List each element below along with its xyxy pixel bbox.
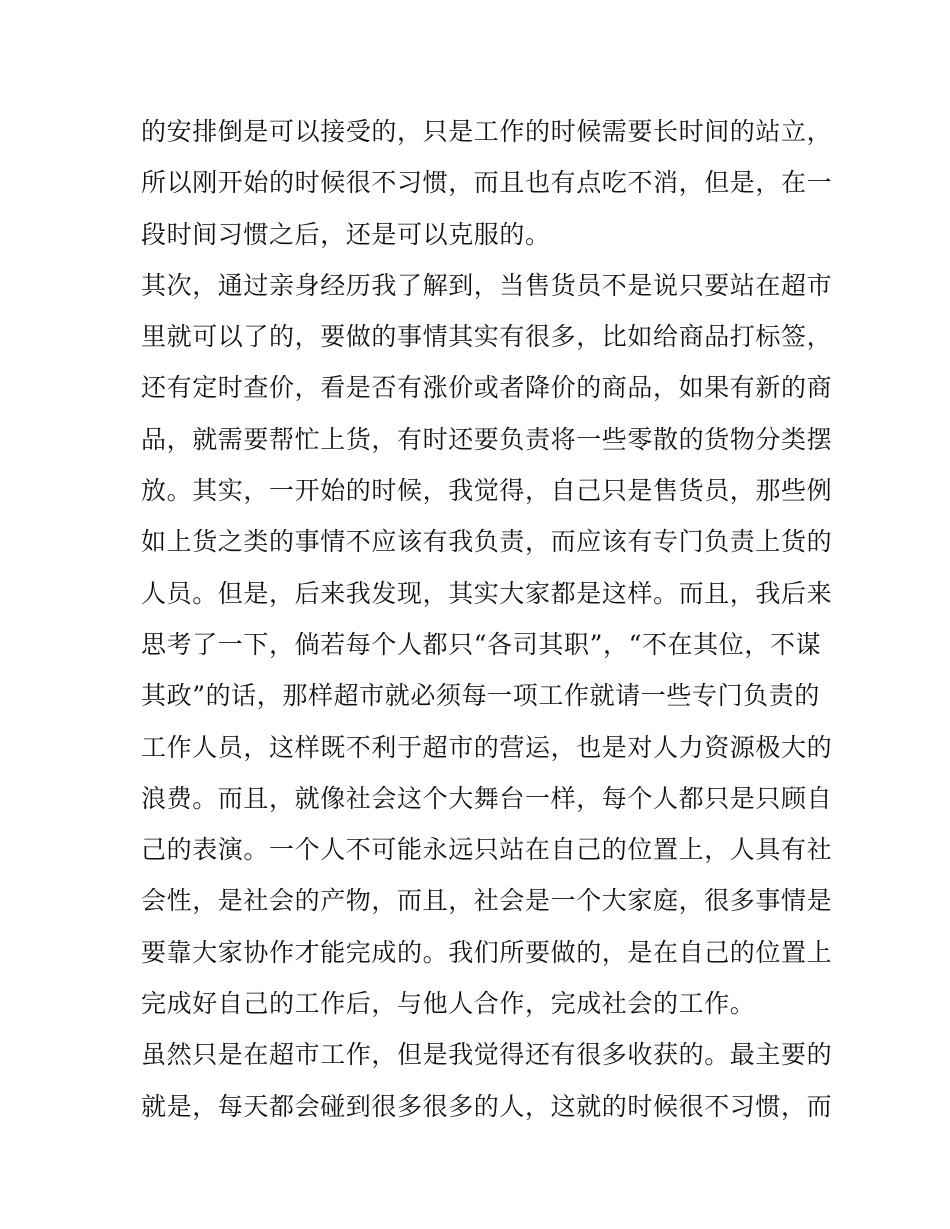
text-line-11: 思考了一下，倘若每个人都只“各司其职”，“不在其位，不谋 bbox=[141, 629, 822, 659]
text-line-1: 的安排倒是可以接受的，只是工作的时候需要长时间的站立， bbox=[141, 117, 833, 146]
text-line-19: 虽然只是在超市工作，但是我觉得还有很多收获的。最主要的 bbox=[141, 1040, 833, 1070]
text-line-3: 段时间习惯之后，还是可以克服的。 bbox=[141, 219, 551, 249]
text-line-15: 己的表演。一个人不可能永远只站在自己的位置上，人具有社 bbox=[141, 835, 833, 865]
text-line-5: 里就可以了的，要做的事情其实有很多，比如给商品打标签， bbox=[141, 322, 833, 352]
text-line-6: 还有定时查价，看是否有涨价或者降价的商品，如果有新的商 bbox=[141, 373, 833, 403]
body-text bbox=[141, 106, 833, 1132]
text-line-17: 要靠大家协作才能完成的。我们所要做的，是在自己的位置上 bbox=[141, 937, 833, 967]
text-line-12: 其政”的话，那样超市就必须每一项工作就请一些专门负责的 bbox=[141, 681, 820, 711]
text-line-7: 品，就需要帮忙上货，有时还要负责将一些零散的货物分类摆 bbox=[141, 424, 833, 454]
text-line-16: 会性，是社会的产物，而且，社会是一个大家庭，很多事情是 bbox=[141, 886, 833, 916]
text-line-2: 所以刚开始的时候很不习惯，而且也有点吃不消，但是，在一 bbox=[141, 168, 833, 198]
text-line-18: 完成好自己的工作后，与他人合作，完成社会的工作。 bbox=[141, 989, 756, 1019]
text-line-10: 人员。但是，后来我发现，其实大家都是这样。而且，我后来 bbox=[141, 578, 833, 608]
text-line-20: 就是，每天都会碰到很多很多的人，这就的时候很不习惯，而 bbox=[141, 1091, 833, 1121]
text-line-14: 浪费。而且，就像社会这个大舞台一样，每个人都只是只顾自 bbox=[141, 783, 833, 813]
text-line-13: 工作人员，这样既不利于超市的营运，也是对人力资源极大的 bbox=[141, 732, 833, 762]
text-line-4: 其次，通过亲身经历我了解到，当售货员不是说只要站在超市 bbox=[141, 270, 833, 300]
text-line-8: 放。其实，一开始的时候，我觉得，自己只是售货员，那些例 bbox=[141, 476, 833, 506]
text-line-9: 如上货之类的事情不应该有我负责，而应该有专门负责上货的 bbox=[141, 527, 833, 557]
